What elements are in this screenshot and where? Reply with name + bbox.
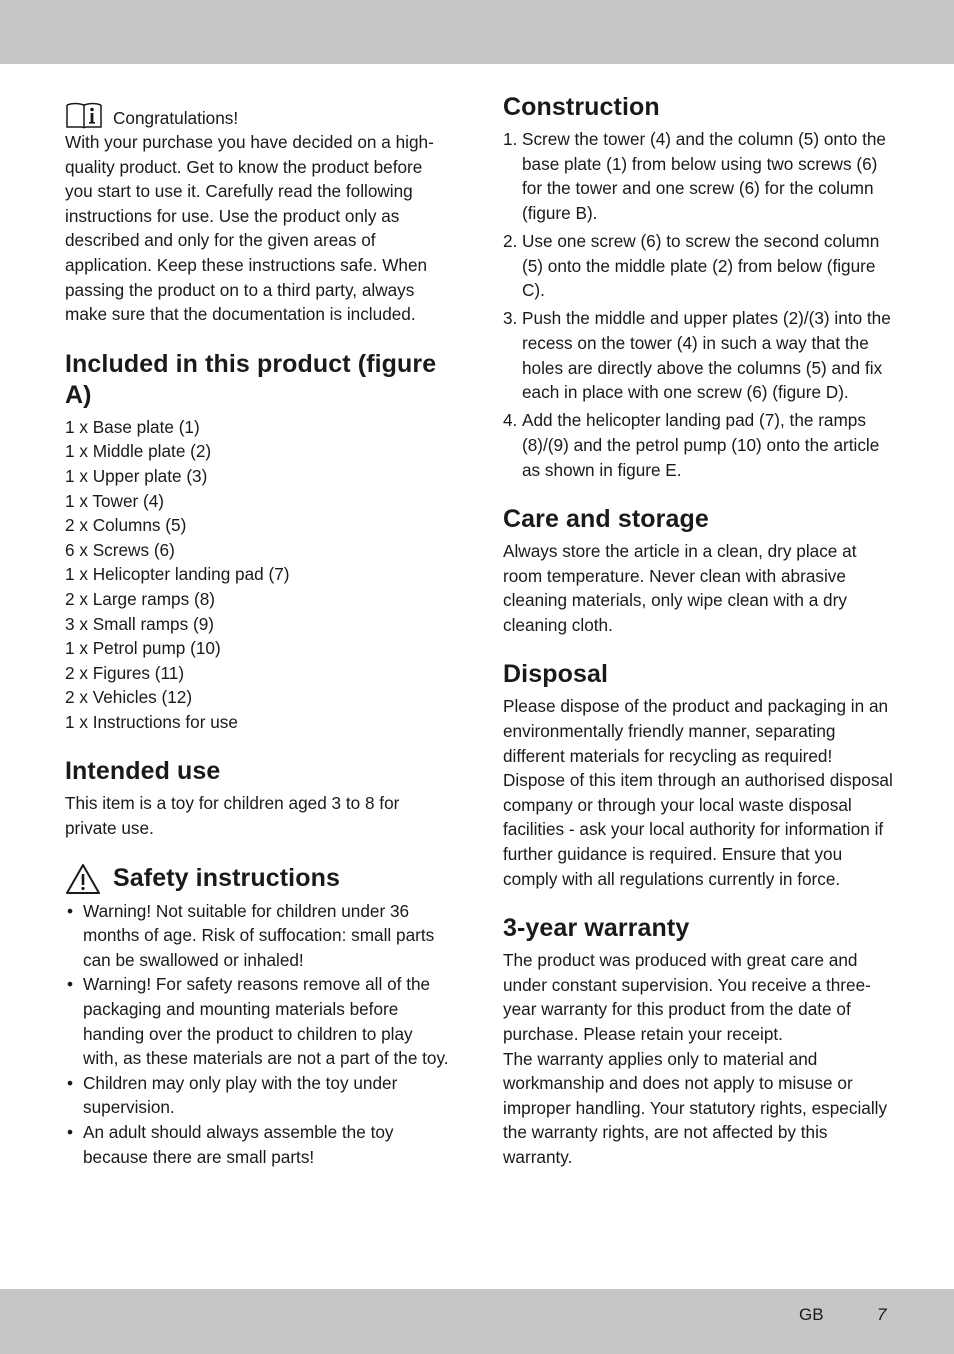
construction-heading: Construction <box>503 93 660 121</box>
info-book-icon <box>65 100 103 130</box>
intended-text: This item is a toy for children aged 3 to 8 for private use. <box>65 793 400 839</box>
list-item <box>503 229 893 303</box>
included-section <box>65 349 450 735</box>
list-item: 2 x Large ramps (8) <box>65 588 215 609</box>
list-item: 1 x Upper plate (3) <box>65 465 208 486</box>
list-item-text: Warning! Not suitable for children under 36 months of age. Risk of suffocation: small parts can be swallowed or inhaled! <box>83 900 435 970</box>
construction-steps <box>503 127 893 482</box>
step-text: Use one screw (6) to screw the second column (5) onto the middle plate (2) from below (figure C). <box>522 230 880 301</box>
intended-heading: Intended use <box>65 757 221 786</box>
included-heading: Included in this product (figure A) <box>65 349 437 409</box>
safety-heading: Safety instructions <box>113 864 340 893</box>
header-band <box>0 0 954 64</box>
disposal-heading: Disposal <box>503 660 608 689</box>
bullet: • <box>67 1122 74 1142</box>
list-item: 2 x Figures (11) <box>65 662 185 683</box>
page-number: 7 <box>877 1305 887 1324</box>
construction-section <box>503 92 893 482</box>
left-column <box>65 92 450 1169</box>
intro-header <box>65 92 450 130</box>
list-item: 1 x Base plate (1) <box>65 416 200 437</box>
list-item: 1 x Instructions for use <box>65 711 238 732</box>
bullet: • <box>67 974 74 995</box>
step-text: Add the helicopter landing pad (7), the ramps (8)/(9) and the petrol pump (10) onto the article as shown in figure E. <box>522 410 880 480</box>
right-column <box>503 92 893 1170</box>
step-number: 3. <box>503 308 518 329</box>
safety-header <box>65 863 450 895</box>
safety-section <box>65 863 450 1170</box>
safety-list <box>65 899 450 1170</box>
list-item <box>503 127 893 225</box>
list-item: 2 x Vehicles (12) <box>65 687 193 708</box>
list-item: 3 x Small ramps (9) <box>65 613 214 634</box>
care-heading: Care and storage <box>503 505 709 534</box>
list-item: 2 x Columns (5) <box>65 515 187 536</box>
list-item-text: Warning! For safety reasons remove all of the packaging and mounting materials before handing over the product to children to play with, as these materials are not a part of the toy. <box>83 974 449 1069</box>
list-item <box>503 306 893 404</box>
warranty-heading: 3-year warranty <box>503 914 690 943</box>
list-item <box>503 408 893 482</box>
included-list <box>65 415 450 735</box>
warranty-text-2: The warranty applies only to material and workmanship and does not apply to misuse or improper handling. Your statutory rights, especially the warranty rights, are not affected by this warranty. <box>503 1048 888 1167</box>
step-text: Screw the tower (4) and the column (5) onto the base plate (1) from below using two screws (6) for the tower and one screw (6) for the column (figure B). <box>522 129 886 223</box>
step-text: Push the middle and upper plates (2)/(3) into the recess on the tower (4) in such a way that the holes are directly above the columns (5) and fix each in place with one screw (6) (figure D). <box>522 308 891 403</box>
list-item <box>65 972 450 1070</box>
list-item: 1 x Tower (4) <box>65 490 165 511</box>
list-item-text: An adult should always assemble the toy because there are small parts! <box>83 1122 394 1167</box>
disposal-text: Please dispose of the product and packaging in an environmentally friendly manner, separating different materials for recycling as required! Dispose of this item through an authorised disposal company or through your local waste disposal facilities - ask your local authority for information if further guidance is required. Ensure that you comply with all regulations currently in force. <box>503 696 893 889</box>
list-item <box>65 899 450 973</box>
list-item-text: Children may only play with the toy under supervision. <box>83 1072 398 1118</box>
list-item: 1 x Petrol pump (10) <box>65 638 221 659</box>
step-number: 2. <box>503 230 518 251</box>
warning-triangle-icon <box>65 863 101 895</box>
intro-text: With your purchase you have decided on a high-quality product. Get to know the product before you start to use it. Carefully read the following instructions for use. Use the product only as described and only for the given areas of application. Keep these instructions safe. When passing the product on to a third party, always make sure that the documentation is included. <box>65 132 434 325</box>
care-text: Always store the article in a clean, dry place at room temperature. Never clean with abrasive cleaning materials, only wipe clean with a dry cleaning cloth. <box>503 541 857 635</box>
footer-language: GB <box>799 1305 824 1324</box>
intro-title: Congratulations! <box>113 108 239 128</box>
bullet: • <box>67 900 74 921</box>
disposal-section <box>503 659 893 891</box>
warranty-text-1: The product was produced with great care and under constant supervision. You receive a three-year warranty for this product from the date of purchase. Please retain your receipt. <box>503 950 871 1044</box>
care-section <box>503 504 893 637</box>
step-number: 1. <box>503 129 518 149</box>
bullet: • <box>67 1072 74 1093</box>
list-item: 6 x Screws (6) <box>65 539 175 560</box>
list-item <box>65 1071 450 1120</box>
list-item: 1 x Helicopter landing pad (7) <box>65 564 290 585</box>
warranty-section <box>503 913 893 1169</box>
list-item: 1 x Middle plate (2) <box>65 441 212 462</box>
intended-section <box>65 756 450 840</box>
list-item <box>65 1120 450 1169</box>
step-number: 4. <box>503 410 518 431</box>
